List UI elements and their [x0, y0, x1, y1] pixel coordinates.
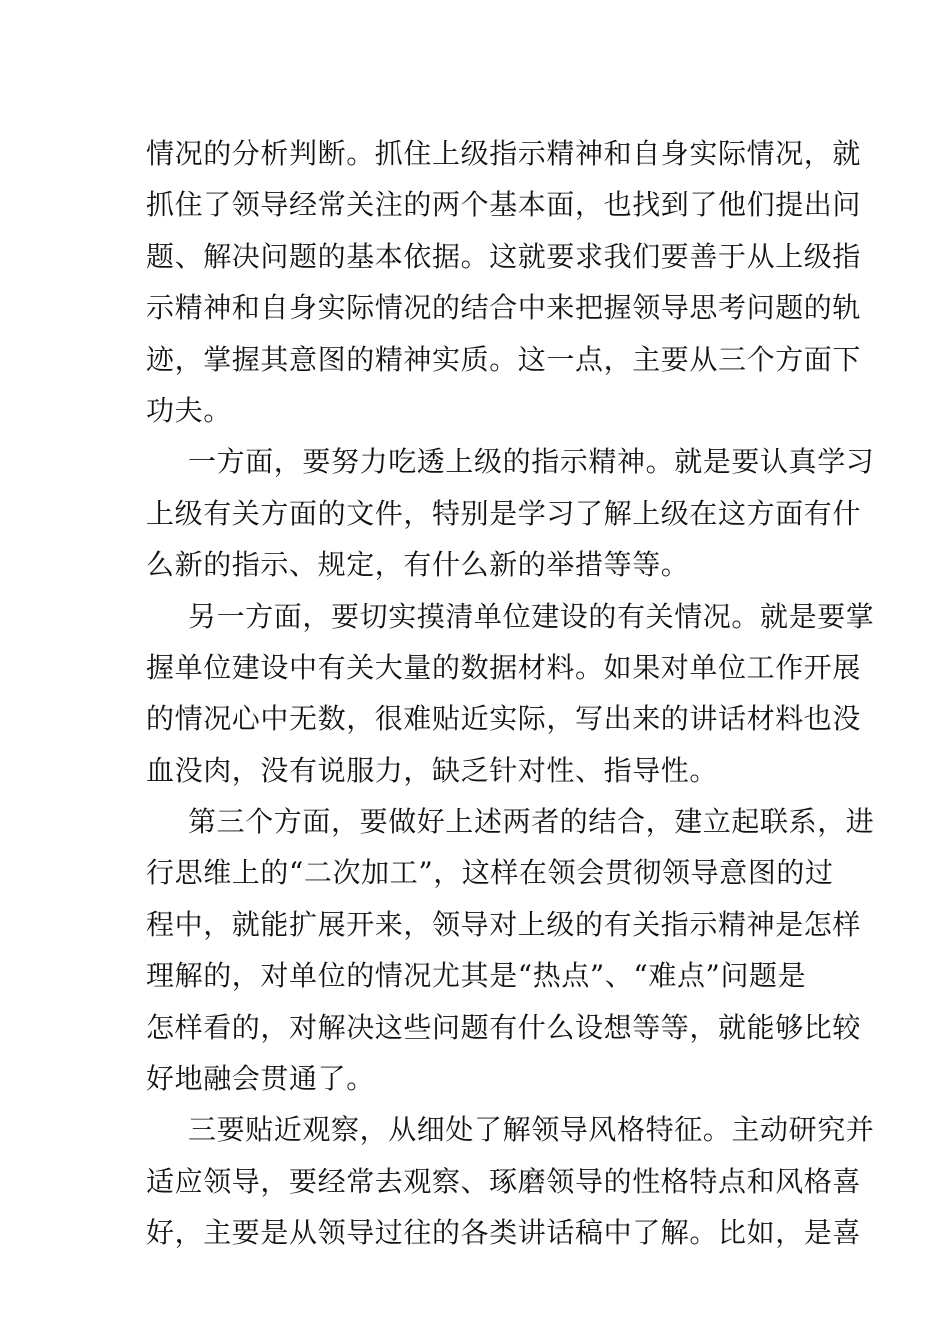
text-line: 行思维上的“二次加工”，这样在领会贯彻领导意图的过	[146, 856, 834, 890]
text-line: 情况的分析判断。抓住上级指示精神和自身实际情况，就	[146, 137, 862, 170]
text-line: 怎样看的，对解决这些问题有什么设想等等，就能够比较	[146, 1010, 862, 1044]
text-line: 第三个方面，要做好上述两者的结合，建立起联系，进	[188, 805, 875, 839]
text-line: 理解的，对单位的情况尤其是“热点”、“难点”问题是	[146, 959, 807, 993]
text-line: 题、解决问题的基本依据。这就要求我们要善于从上级指	[146, 239, 862, 273]
text-line: 另一方面，要切实摸清单位建设的有关情况。就是要掌	[188, 599, 875, 633]
text-line: 适应领导，要经常去观察、琢磨领导的性格特点和风格喜	[146, 1164, 862, 1198]
text-line: 上级有关方面的文件，特别是学习了解上级在这方面有什	[146, 496, 862, 530]
text-line: 程中，就能扩展开来，领导对上级的有关指示精神是怎样	[146, 907, 862, 941]
body-text	[146, 128, 875, 1259]
text-line: 功夫。	[146, 393, 232, 427]
text-line: 示精神和自身实际情况的结合中来把握领导思考问题的轨	[146, 291, 862, 325]
text-line: 迹，掌握其意图的精神实质。这一点，主要从三个方面下	[146, 342, 862, 376]
text-line: 一方面，要努力吃透上级的指示精神。就是要认真学习	[188, 445, 875, 479]
text-line: 握单位建设中有关大量的数据材料。如果对单位工作开展	[146, 650, 862, 684]
text-line: 的情况心中无数，很难贴近实际，写出来的讲话材料也没	[146, 702, 862, 736]
text-line: 好地融会贯通了。	[146, 1062, 375, 1096]
text-line: 抓住了领导经常关注的两个基本面，也找到了他们提出问	[146, 188, 862, 222]
text-line: 血没肉，没有说服力，缺乏针对性、指导性。	[146, 753, 719, 787]
text-line: 好，主要是从领导过往的各类讲话稿中了解。比如，是喜	[146, 1216, 862, 1250]
text-line: 三要贴近观察，从细处了解领导风格特征。主动研究并	[188, 1113, 875, 1147]
text-line: 么新的指示、规定，有什么新的举措等等。	[146, 548, 690, 582]
